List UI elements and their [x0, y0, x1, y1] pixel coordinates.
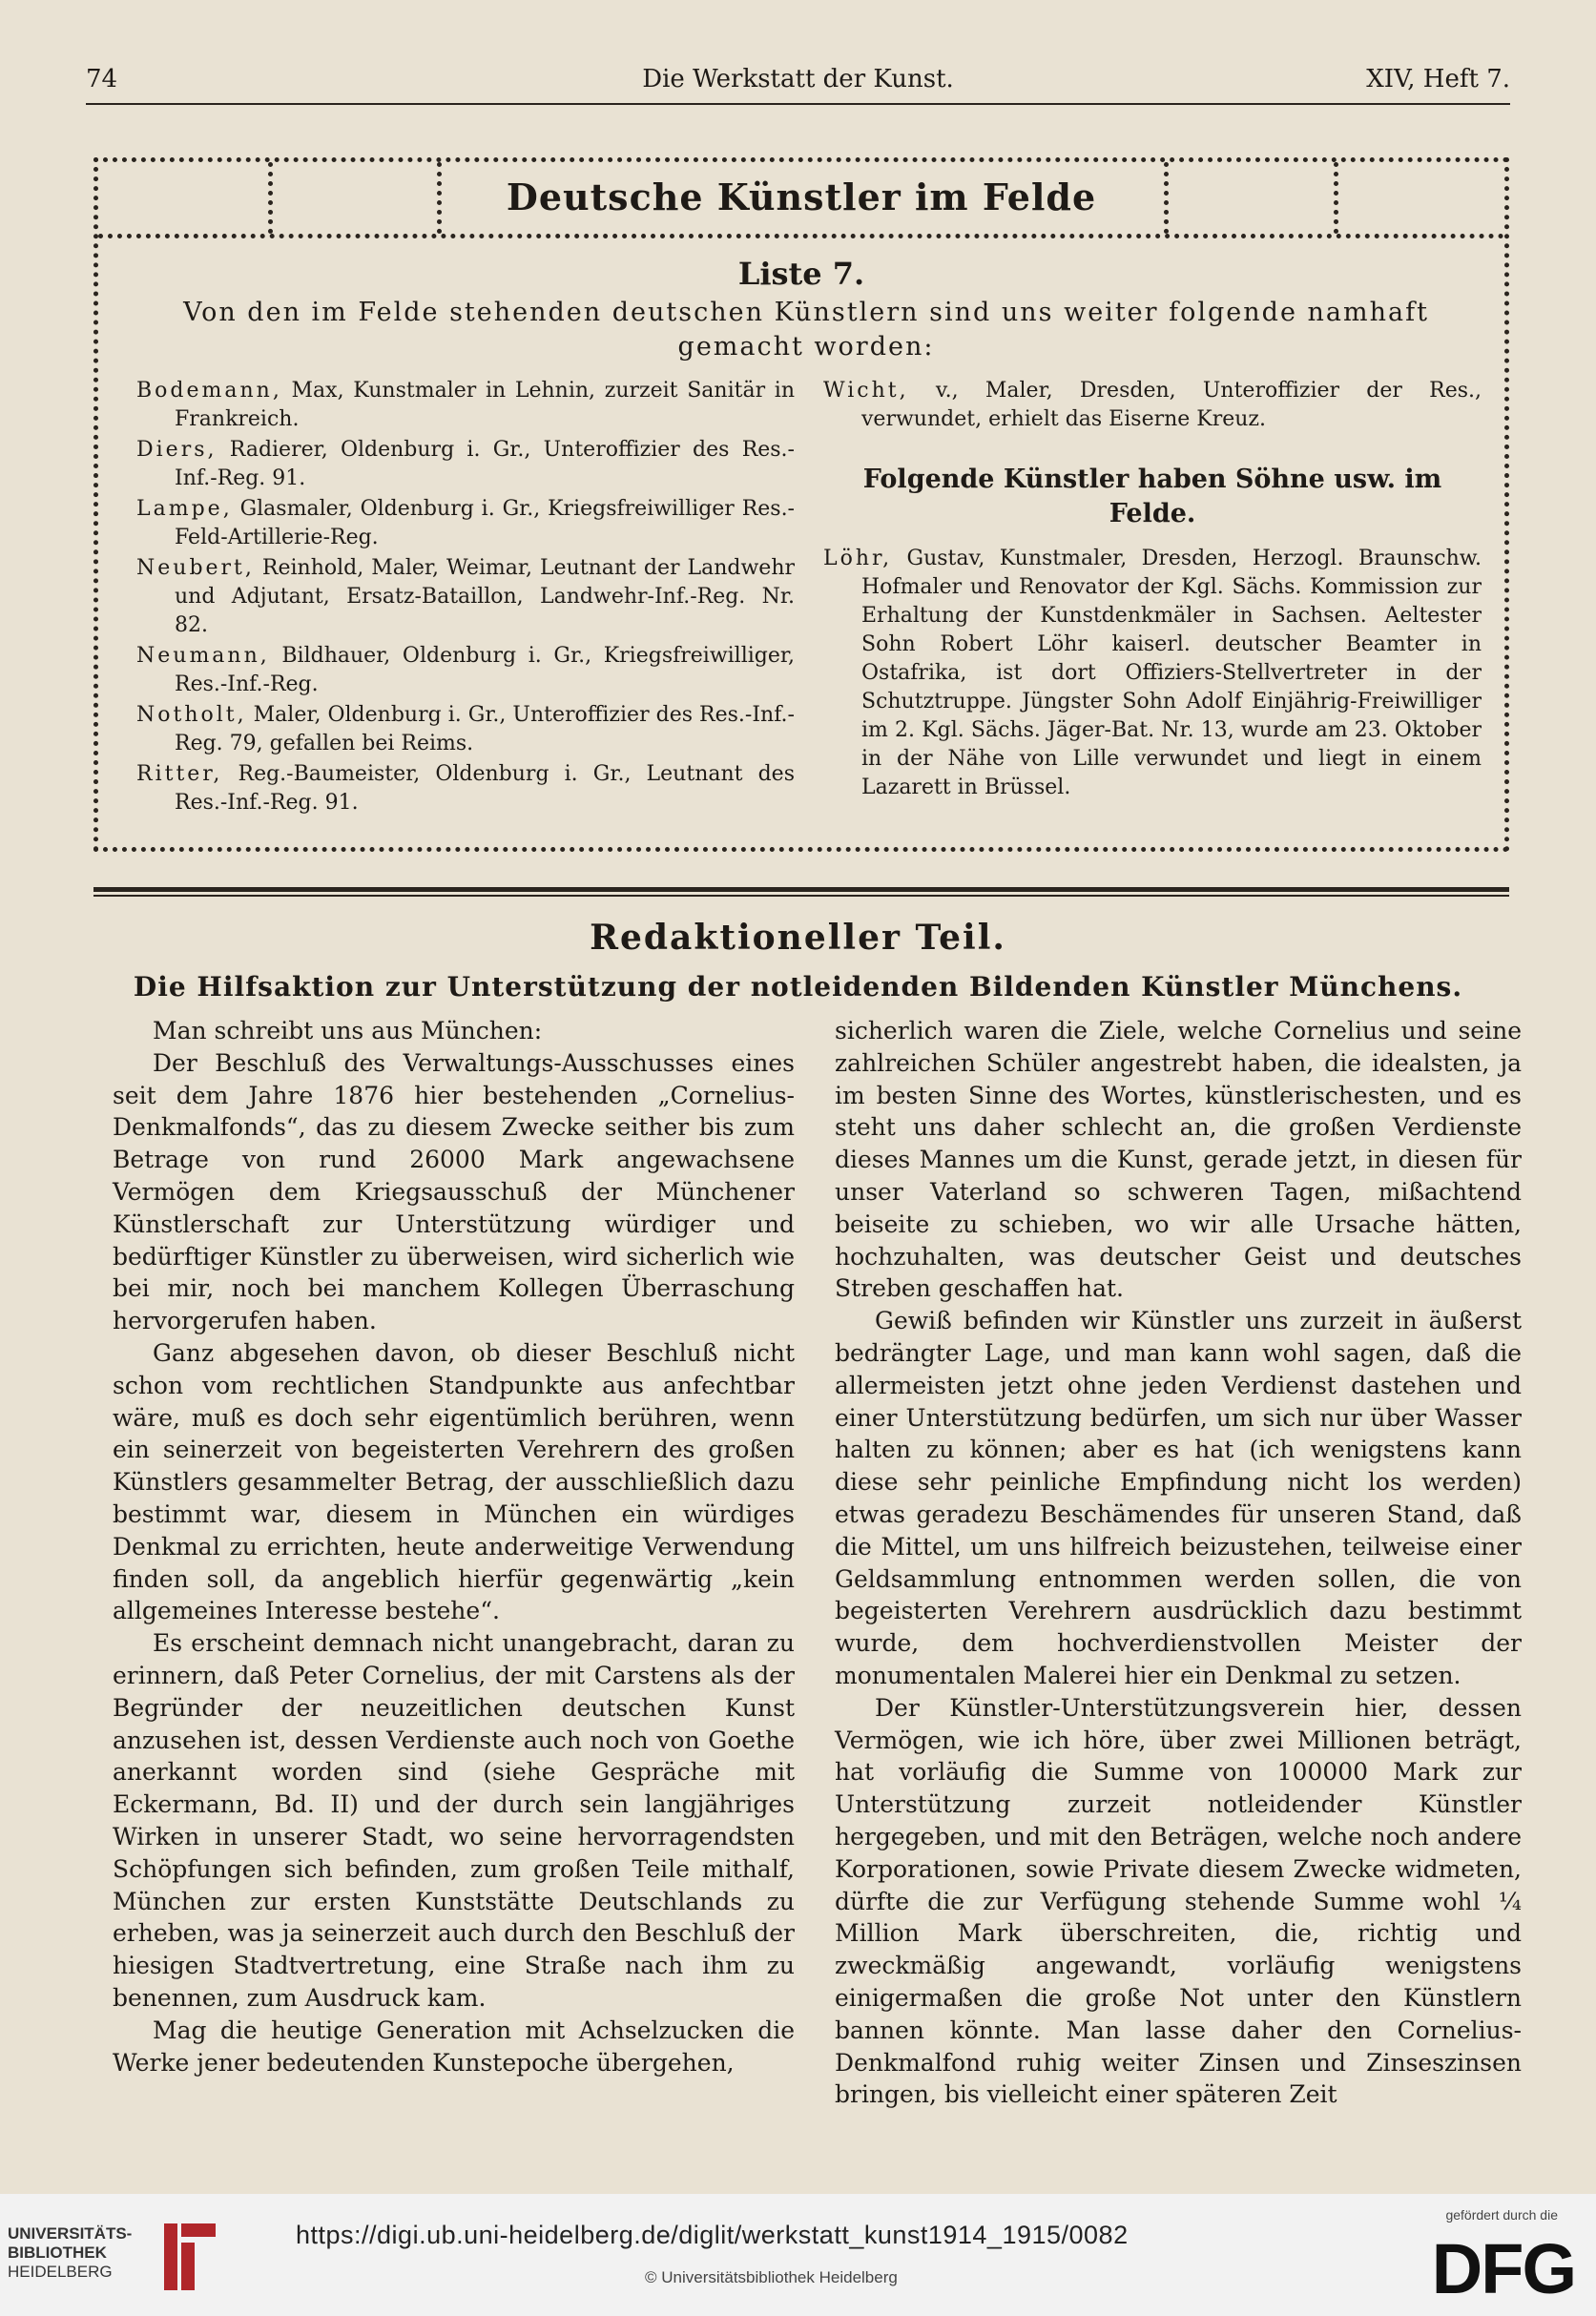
article-paragraph: sicherlich waren die Ziele, welche Cornelius und seine zahlreichen Schüler angestrebt haben, die idealsten, ja im besten Sinne des Wortes, künstlerischesten, und es steht uns daher schlecht an, die großen Verdienste dieses Mannes um die Kunst, gerade jetzt, in diesen für unser Vaterland so schweren Tagen, mißachtend beiseite zu schieben, wo wir alle Ursache hätten, hochzuhalten, was deutscher Geist und deutsches Streben geschaffen hat.: [835, 1017, 1522, 1303]
permalink-url[interactable]: https://digi.ub.uni-heidelberg.de/diglit/werkstatt_kunst1914_1915/0082: [296, 2221, 1129, 2249]
article-title: Die Hilfsaktion zur Unterstützung der notleidenden Bildenden Künstler Münchens.: [133, 971, 1463, 1003]
page-number: 74: [86, 65, 118, 93]
article-paragraph: Der Künstler-Unterstützungsverein hier, dessen Vermögen, wie ich höre, über zwei Millionen beträgt, hat vorläufig die Summe von 100000 Mark zur Unterstützung zurzeit notleidender Künstler hergegeben, und mit den Beträgen, welche noch andere Korporationen, sowie Private diesem Zwecke widmeten, dürfte die zur Verfügung stehende Summe wohl ¼ Million Mark überschreiten, die, richtig und zweckmäßig angewandt, vorläufig wenigstens einigermaßen die große Not unter den Künstlern bannen könnte. Man lasse daher den Cornelius-Denkmalfond ruhig weiter Zinsen und Zinseszinsen bringen, bis vielleicht einer späteren Zeit: [835, 1693, 1522, 2109]
article-right-column: [835, 1015, 1522, 2111]
entry-name: Diers,: [136, 438, 218, 462]
article-paragraph: Man schreibt uns aus München:: [153, 1017, 543, 1044]
entry-name: Neumann,: [136, 644, 270, 668]
entry-name: Löhr,: [823, 547, 893, 570]
entry-name: Notholt,: [136, 703, 247, 727]
entry-text: Reg.-Baumeister, Oldenburg i. Gr., Leutnant des Res.-Inf.-Reg. 91.: [175, 762, 795, 815]
list-entry: [136, 701, 795, 758]
entry-text: Radierer, Oldenburg i. Gr., Unteroffizier des Res.-Inf.-Reg. 91.: [175, 438, 795, 490]
list-title: Liste 7.: [737, 256, 865, 292]
article-paragraph: Ganz abgesehen davon, ob dieser Beschluß nicht schon vom rechtlichen Standpunkte aus anfechtbar wäre, muß es doch sehr eigentümlich berühren, wenn ein seinerzeit von begeisterten Verehrern des großen Künstlers gesammelter Betrag, der ausschließlich dazu bestimmt war, diesem in München ein würdiges Denkmal zu errichten, heute anderweitige Verwendung finden soll, da angeblich hierfür gegenwärtig „kein allgemeines Interesse bestehe“.: [113, 1338, 795, 1625]
list-entry: [136, 642, 795, 699]
artists-in-field-box: [93, 157, 1509, 852]
entry-name: Wicht,: [823, 379, 909, 403]
journal-title: Die Werkstatt der Kunst.: [642, 65, 954, 93]
list-entry: [136, 554, 795, 640]
entry-name: Ritter,: [136, 762, 223, 786]
dfg-logo: DFG: [1431, 2229, 1575, 2308]
entry-text: Maler, Oldenburg i. Gr., Unteroffizier des Res.-Inf.-Reg. 79, gefallen bei Reims.: [175, 703, 795, 755]
issue-label: XIV, Heft 7.: [1366, 65, 1510, 93]
funding-note: gefördert durch die: [1445, 2207, 1558, 2223]
article-paragraph: Es erscheint demnach nicht unangebracht, daran zu erinnern, daß Peter Cornelius, der mit Carstens als der Begründer der neuzeitlichen deutschen Kunst anzusehen ist, dessen Verdienste auch noch von Goethe anerkannt worden sind (siehe Gespräche mit Eckermann, Bd. II) und der durch sein langjähriges Wirken in unserer Stadt, wo seine hervorragendsten Schöpfungen sich befinden, zum großen Teile mithalf, München zur ersten Kunststätte Deutschlands zu erheben, was ja seinerzeit auch durch den Beschluß der hiesigen Stadtvertretung, eine Straße nach ihm zu benennen, zum Ausdruck kam.: [113, 1629, 795, 2012]
box-title-band: [98, 162, 1504, 238]
section-title: Redaktioneller Teil.: [590, 918, 1006, 958]
running-head: [86, 65, 1510, 105]
copyright-notice: © Universitätsbibliothek Heidelberg: [645, 2268, 898, 2286]
article-paragraph: Mag die heutige Generation mit Achselzucken die Werke jener bedeutenden Kunstepoche übergehen,: [113, 2016, 795, 2077]
library-name-line: HEIDELBERG: [8, 2263, 113, 2281]
entry-text: Reinhold, Maler, Weimar, Leutnant der Landwehr und Adjutant, Ersatz-Bataillon, Landwehr-Inf.-Reg. Nr. 82.: [175, 556, 795, 637]
dotted-divider: [268, 162, 273, 234]
digitization-footer: [0, 2194, 1596, 2316]
dotted-divider: [1334, 162, 1338, 234]
box-left-column: [136, 377, 795, 819]
entry-text: Glasmaler, Oldenburg i. Gr., Kriegsfreiwilliger Res.-Feld-Artillerie-Reg.: [175, 497, 795, 549]
entry-name: Neubert,: [136, 556, 255, 580]
section-rule: [93, 887, 1509, 892]
box-right-column: [823, 377, 1482, 804]
library-name-line: UNIVERSITÄTS-: [8, 2224, 133, 2243]
list-entry: [136, 495, 795, 552]
list-entry: [823, 377, 1482, 434]
list-entry: [136, 377, 795, 434]
list-entry: [823, 545, 1482, 802]
dotted-divider: [1164, 162, 1169, 234]
list-entry: [136, 760, 795, 817]
article-left-column: [113, 1015, 795, 2078]
library-logo-icon: [160, 2218, 219, 2294]
library-name: [8, 2224, 132, 2282]
article-paragraph: Gewiß befinden wir Künstler uns zurzeit in äußerst bedrängter Lage, und man kann wohl sagen, daß die allermeisten jetzt ohne jeden Verdienst dastehen und einer Unterstützung bedürfen, um sich nur über Wasser halten zu können; aber es hat (ich wenigstens kann diese sehr peinliche Empfindung nicht los werden) etwas geradezu Beschämendes für unseren Stand, daß die Mittel, um uns hilfreich beizustehen, teilweise einer Geldsammlung entnommen werden sollen, die von begeisterten Verehrern ausdrücklich dazu bestimmt wurde, dem hochverdienstvollen Meister der monumentalen Malerei hier ein Denkmal zu setzen.: [835, 1307, 1522, 1689]
list-entry: [136, 436, 795, 493]
entry-text: Gustav, Kunstmaler, Dresden, Herzogl. Braunschw. Hofmaler und Renovator der Kgl. Sächs. Kommission zur Erhaltung der Kunstdenkmäler in Sachsen. Aeltester Sohn Robert Löhr kaiserl. deutscher Beamter in Ostafrika, ist dort Offiziers-Stellvertreter in der Schutztruppe. Jüngster Sohn Adolf Einjährig-Freiwilliger im 2. Kgl. Sächs. Jäger-Bat. Nr. 13, wurde am 23. Oktober in der Nähe von Lille verwundet und liegt in einem Lazarett in Brüssel.: [861, 547, 1482, 799]
entry-name: Bodemann,: [136, 379, 282, 403]
library-name-line: BIBLIOTHEK: [8, 2244, 107, 2262]
box-title: Deutsche Künstler im Felde: [506, 176, 1097, 218]
entry-text: Bildhauer, Oldenburg i. Gr., Kriegsfreiwilliger, Res.-Inf.-Reg.: [175, 644, 795, 696]
entry-name: Lampe,: [136, 497, 233, 521]
entry-text: Max, Kunstmaler in Lehnin, zurzeit Sanitär in Frankreich.: [175, 379, 795, 431]
entry-text: v., Maler, Dresden, Unteroffizier der Res., verwundet, erhielt das Eiserne Kreuz.: [861, 379, 1482, 431]
list-intro: Von den im Felde stehenden deutschen Künstlern sind uns weiter folgende namhaft gemacht worden:: [183, 298, 1429, 362]
article-paragraph: Der Beschluß des Verwaltungs-Ausschusses eines seit dem Jahre 1876 hier bestehenden „Cornelius-Denkmalfonds“, das zu diesem Zwecke seither bis zum Betrage von rund 26000 Mark angewachsene Vermögen dem Kriegsausschuß der Münchener Künstlerschaft zur Unterstützung würdiger und bedürftiger Künstler zu überweisen, wird sicherlich wie bei mir, noch bei manchem Kollegen Überraschung hervorgerufen haben.: [113, 1048, 795, 1335]
section-rule-thin: [93, 895, 1509, 897]
sons-subheading: Folgende Künstler haben Söhne usw. im Felde.: [862, 465, 1442, 528]
